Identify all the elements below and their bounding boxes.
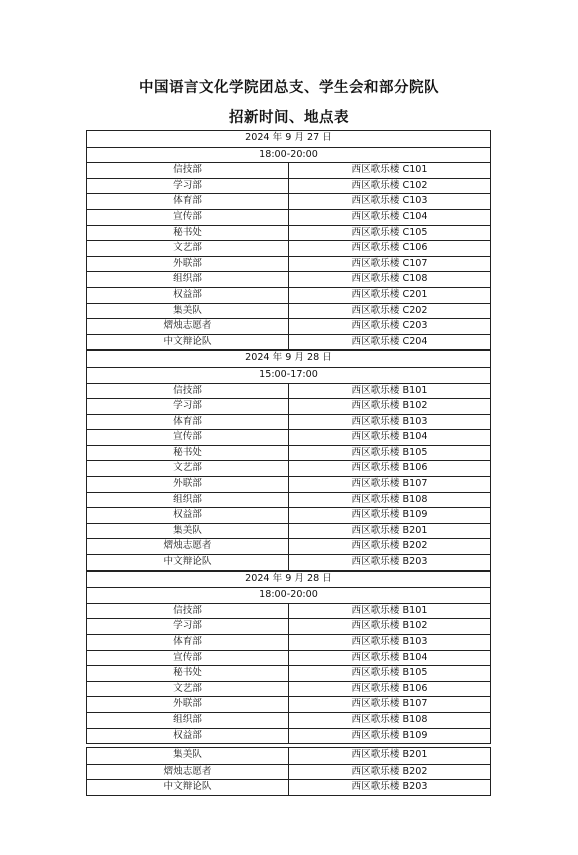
table-row	[87, 178, 490, 194]
location-cell: 西区歌乐楼 B106	[351, 682, 428, 694]
location-cell: 西区歌乐楼 B107	[351, 478, 428, 490]
department-cell: 集美队	[87, 304, 289, 319]
department-cell: 外联部	[87, 477, 289, 492]
table-row	[87, 538, 490, 554]
location-cell: 西区歌乐楼 C108	[351, 273, 428, 285]
document-subtitle: 招新时间、地点表	[229, 110, 349, 126]
session-time: 18:00-20:00	[259, 148, 318, 160]
location-cell: 西区歌乐楼 B105	[351, 667, 428, 679]
location-cell: 西区歌乐楼 B101	[351, 384, 428, 396]
department-cell: 外联部	[87, 257, 289, 272]
session-block	[86, 747, 491, 796]
schedule-table	[86, 130, 491, 796]
department-cell: 文艺部	[87, 682, 289, 697]
department-cell: 文艺部	[87, 461, 289, 476]
table-row	[87, 507, 490, 523]
table-row	[87, 492, 490, 508]
session-date-row	[87, 572, 490, 588]
location-cell: 西区歌乐楼 B201	[351, 749, 428, 761]
location-cell: 西区歌乐楼 B108	[351, 713, 428, 725]
location-cell: 西区歌乐楼 C101	[351, 164, 428, 176]
table-row	[87, 383, 490, 399]
table-row	[87, 398, 490, 414]
session-time-row	[87, 367, 490, 383]
department-cell: 学习部	[87, 619, 289, 634]
table-row	[87, 209, 490, 225]
department-cell: 熠烛志愿者	[87, 765, 289, 780]
department-cell: 权益部	[87, 288, 289, 303]
session-time: 18:00-20:00	[259, 589, 318, 601]
session-time-row	[87, 587, 490, 603]
location-cell: 西区歌乐楼 B104	[351, 431, 428, 443]
department-cell: 熠烛志愿者	[87, 319, 289, 334]
location-cell: 西区歌乐楼 C106	[351, 242, 428, 254]
location-cell: 西区歌乐楼 B203	[351, 556, 428, 568]
table-row	[87, 162, 490, 178]
location-cell: 西区歌乐楼 C204	[351, 335, 428, 347]
department-cell: 信技部	[87, 384, 289, 399]
location-cell: 西区歌乐楼 B107	[351, 698, 428, 710]
table-row	[87, 193, 490, 209]
department-cell: 宣传部	[87, 651, 289, 666]
session-date-row	[87, 351, 490, 367]
location-cell: 西区歌乐楼 B202	[351, 540, 428, 552]
session-date: 2024 年 9 月 28 日	[245, 352, 332, 364]
department-cell: 信技部	[87, 604, 289, 619]
location-cell: 西区歌乐楼 C103	[351, 195, 428, 207]
location-cell: 西区歌乐楼 B103	[351, 636, 428, 647]
location-cell: 西区歌乐楼 B201	[351, 524, 428, 536]
table-row	[87, 476, 490, 492]
table-row	[87, 460, 490, 476]
location-cell: 西区歌乐楼 B106	[351, 462, 428, 474]
table-row	[87, 681, 490, 697]
department-cell: 集美队	[87, 748, 289, 764]
location-cell: 西区歌乐楼 C202	[351, 304, 428, 316]
location-cell: 西区歌乐楼 C104	[351, 210, 428, 222]
department-cell: 中文辩论队	[87, 335, 289, 350]
location-cell: 西区歌乐楼 B102	[351, 620, 428, 632]
location-cell: 西区歌乐楼 C203	[351, 320, 428, 332]
department-cell: 外联部	[87, 697, 289, 712]
table-row	[87, 225, 490, 241]
table-row	[87, 271, 490, 287]
table-row	[87, 445, 490, 461]
table-row	[87, 603, 490, 619]
department-cell: 体育部	[87, 635, 289, 650]
table-row	[87, 429, 490, 445]
department-cell: 权益部	[87, 729, 289, 744]
department-cell: 集美队	[87, 524, 289, 539]
department-cell: 权益部	[87, 508, 289, 523]
department-cell: 秘书处	[87, 226, 289, 241]
department-cell: 秘书处	[87, 666, 289, 681]
location-cell: 西区歌乐楼 B203	[351, 781, 428, 793]
session-time: 15:00-17:00	[259, 368, 318, 380]
session-block	[86, 350, 491, 570]
session-date: 2024 年 9 月 27 日	[245, 132, 332, 143]
location-cell: 西区歌乐楼 C107	[351, 257, 428, 269]
table-row	[87, 334, 490, 350]
location-cell: 西区歌乐楼 B109	[351, 509, 428, 521]
department-cell: 中文辩论队	[87, 555, 289, 570]
location-cell: 西区歌乐楼 B104	[351, 651, 428, 663]
location-cell: 西区歌乐楼 C201	[351, 288, 428, 300]
table-row	[87, 256, 490, 272]
department-cell: 文艺部	[87, 241, 289, 256]
table-row	[87, 287, 490, 303]
department-cell: 学习部	[87, 399, 289, 414]
department-cell: 组织部	[87, 713, 289, 728]
session-time-row	[87, 147, 490, 163]
location-cell: 西区歌乐楼 C105	[351, 226, 428, 238]
department-cell: 学习部	[87, 179, 289, 194]
department-cell: 组织部	[87, 493, 289, 508]
table-row	[87, 414, 490, 430]
department-cell: 组织部	[87, 272, 289, 287]
location-cell: 西区歌乐楼 B103	[351, 415, 428, 427]
table-row	[87, 618, 490, 634]
department-cell: 宣传部	[87, 430, 289, 445]
table-row	[87, 779, 490, 795]
table-row	[87, 554, 490, 570]
location-cell: 西区歌乐楼 B105	[351, 446, 428, 458]
location-cell: 西区歌乐楼 B101	[351, 604, 428, 616]
location-cell: 西区歌乐楼 B102	[351, 400, 428, 412]
location-cell: 西区歌乐楼 B108	[351, 493, 428, 505]
department-cell: 中文辩论队	[87, 780, 289, 795]
department-cell: 体育部	[87, 194, 289, 209]
table-row	[87, 318, 490, 334]
table-row	[87, 303, 490, 319]
department-cell: 信技部	[87, 163, 289, 178]
location-cell: 西区歌乐楼 B109	[351, 729, 428, 741]
department-cell: 熠烛志愿者	[87, 539, 289, 554]
department-cell: 宣传部	[87, 210, 289, 225]
table-row	[87, 764, 490, 780]
department-cell: 体育部	[87, 415, 289, 430]
table-row	[87, 240, 490, 256]
session-date: 2024 年 9 月 28 日	[245, 572, 332, 584]
document-title: 中国语言文化学院团总支、学生会和部分院队	[139, 80, 439, 96]
table-row	[87, 712, 490, 728]
table-row	[87, 728, 490, 744]
session-block	[86, 130, 491, 350]
table-row	[87, 634, 490, 650]
table-row	[87, 665, 490, 681]
table-row	[87, 650, 490, 666]
location-cell: 西区歌乐楼 C102	[351, 179, 428, 191]
department-cell: 秘书处	[87, 446, 289, 461]
session-block	[86, 571, 491, 745]
table-row	[87, 523, 490, 539]
location-cell: 西区歌乐楼 B202	[351, 765, 428, 777]
table-row	[87, 696, 490, 712]
session-date-row	[87, 131, 490, 147]
table-row	[87, 748, 490, 764]
